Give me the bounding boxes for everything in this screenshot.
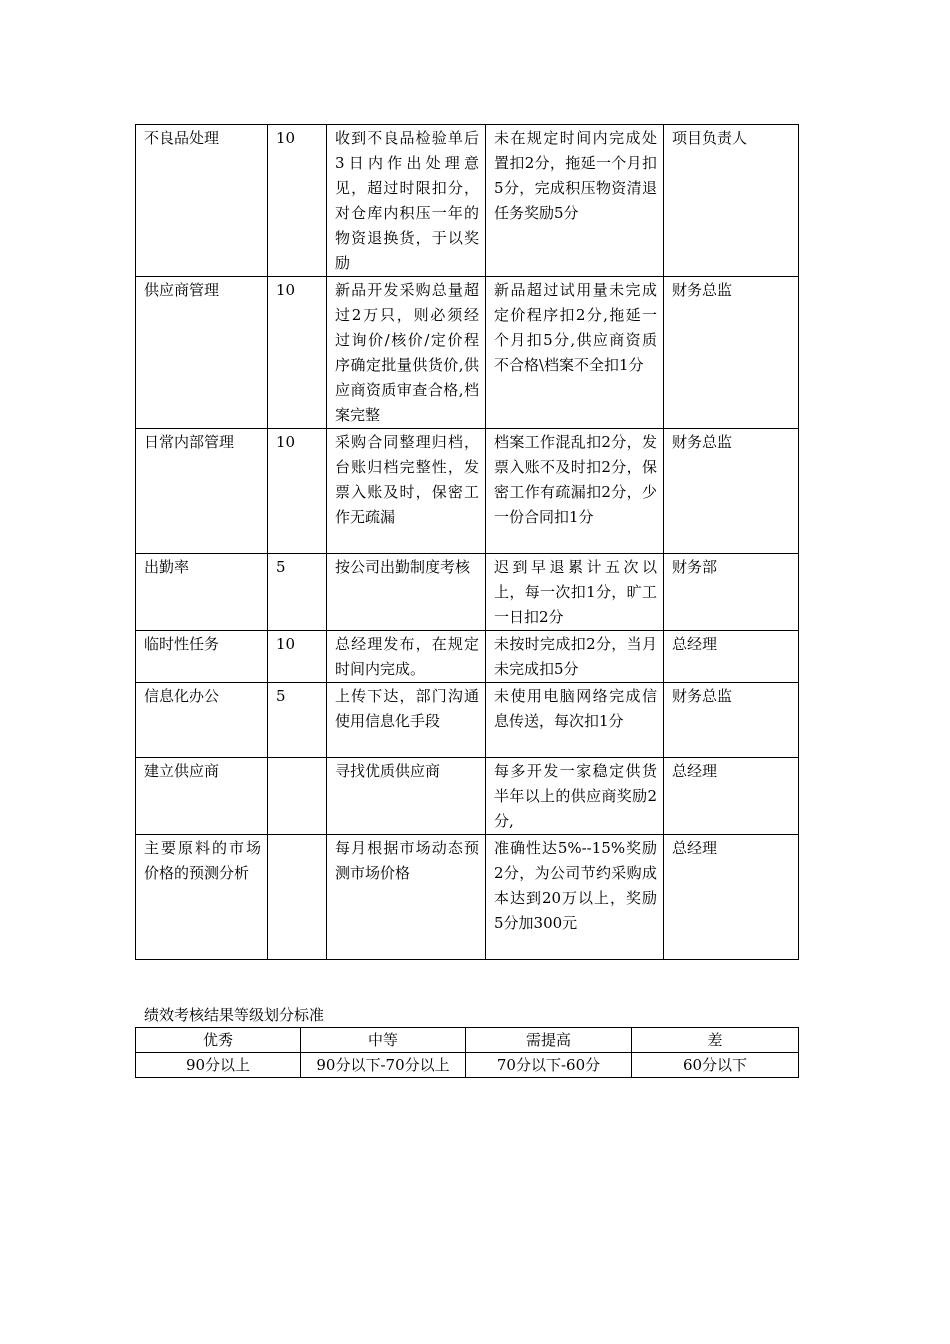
kpi-scoring-cell: 新品超过试用量未完成定价程序扣2分,拖延一个月扣5分,供应商资质不合格\档案不全扣1分: [486, 277, 664, 429]
kpi-item-cell: 建立供应商: [136, 758, 268, 835]
kpi-assessor-cell: 财务总监: [664, 429, 799, 554]
kpi-weight-cell: 10: [268, 125, 327, 277]
kpi-assessor-cell: 项目负责人: [664, 125, 799, 277]
kpi-standard-cell: 总经理发布，在规定时间内完成。: [327, 631, 486, 683]
kpi-item-cell: 信息化办公: [136, 683, 268, 758]
kpi-standard-cell: 每月根据市场动态预测市场价格: [327, 835, 486, 960]
kpi-assessor-cell: 总经理: [664, 835, 799, 960]
kpi-table: [135, 124, 799, 960]
grade-header-excellent: 优秀: [136, 1028, 301, 1053]
kpi-standard-cell: 采购合同整理归档，台账归档完整性，发票入账及时，保密工作无疏漏: [327, 429, 486, 554]
grade-value-row: [136, 1053, 799, 1078]
kpi-standard-cell: 寻找优质供应商: [327, 758, 486, 835]
kpi-weight-cell: 5: [268, 554, 327, 631]
kpi-weight-cell: 10: [268, 631, 327, 683]
kpi-scoring-cell: 准确性达5%--15%奖励2分，为公司节约采购成本达到20万以上，奖励5分加300元: [486, 835, 664, 960]
kpi-standard-cell: 新品开发采购总量超过2万只，则必须经过询价/核价/定价程序确定批量供货价,供应商资质审查合格,档案完整: [327, 277, 486, 429]
grade-header-row: [136, 1028, 799, 1053]
table-row: [136, 554, 799, 631]
kpi-weight-cell: 10: [268, 277, 327, 429]
grade-value-poor: 60分以下: [632, 1053, 799, 1078]
kpi-table-body: [136, 125, 799, 960]
table-row: [136, 429, 799, 554]
kpi-item-cell: 主要原料的市场价格的预测分析: [136, 835, 268, 960]
grade-value-needs-improvement: 70分以下-60分: [466, 1053, 632, 1078]
kpi-weight-cell: 10: [268, 429, 327, 554]
kpi-scoring-cell: 档案工作混乱扣2分，发票入账不及时扣2分，保密工作有疏漏扣2分，少一份合同扣1分: [486, 429, 664, 554]
kpi-scoring-cell: 每多开发一家稳定供货半年以上的供应商奖励2分,: [486, 758, 664, 835]
grade-table: [135, 1027, 799, 1078]
grade-section-title: 绩效考核结果等级划分标准: [144, 1006, 325, 1024]
kpi-assessor-cell: 总经理: [664, 631, 799, 683]
kpi-scoring-cell: 未按时完成扣2分，当月未完成扣5分: [486, 631, 664, 683]
kpi-item-cell: 临时性任务: [136, 631, 268, 683]
kpi-standard-cell: 上传下达，部门沟通使用信息化手段: [327, 683, 486, 758]
kpi-scoring-cell: 未使用电脑网络完成信息传送，每次扣1分: [486, 683, 664, 758]
kpi-scoring-cell: 未在规定时间内完成处置扣2分，拖延一个月扣5分，完成积压物资清退任务奖励5分: [486, 125, 664, 277]
kpi-standard-cell: 按公司出勤制度考核: [327, 554, 486, 631]
kpi-item-cell: 出勤率: [136, 554, 268, 631]
grade-header-poor: 差: [632, 1028, 799, 1053]
kpi-scoring-cell: 迟到早退累计五次以上，每一次扣1分，旷工一日扣2分: [486, 554, 664, 631]
kpi-weight-cell: [268, 758, 327, 835]
grade-value-medium: 90分以下-70分以上: [301, 1053, 466, 1078]
kpi-assessor-cell: 财务部: [664, 554, 799, 631]
table-row: [136, 835, 799, 960]
kpi-weight-cell: 5: [268, 683, 327, 758]
kpi-assessor-cell: 财务总监: [664, 683, 799, 758]
grade-header-needs-improvement: 需提高: [466, 1028, 632, 1053]
grade-value-excellent: 90分以上: [136, 1053, 301, 1078]
kpi-item-cell: 日常内部管理: [136, 429, 268, 554]
kpi-item-cell: 不良品处理: [136, 125, 268, 277]
kpi-weight-cell: [268, 835, 327, 960]
kpi-standard-cell: 收到不良品检验单后3日内作出处理意见，超过时限扣分，对仓库内积压一年的物资退换货，于以奖励: [327, 125, 486, 277]
table-row: [136, 277, 799, 429]
table-row: [136, 125, 799, 277]
kpi-item-cell: 供应商管理: [136, 277, 268, 429]
table-row: [136, 683, 799, 758]
kpi-assessor-cell: 财务总监: [664, 277, 799, 429]
table-row: [136, 631, 799, 683]
kpi-assessor-cell: 总经理: [664, 758, 799, 835]
grade-header-medium: 中等: [301, 1028, 466, 1053]
table-row: [136, 758, 799, 835]
